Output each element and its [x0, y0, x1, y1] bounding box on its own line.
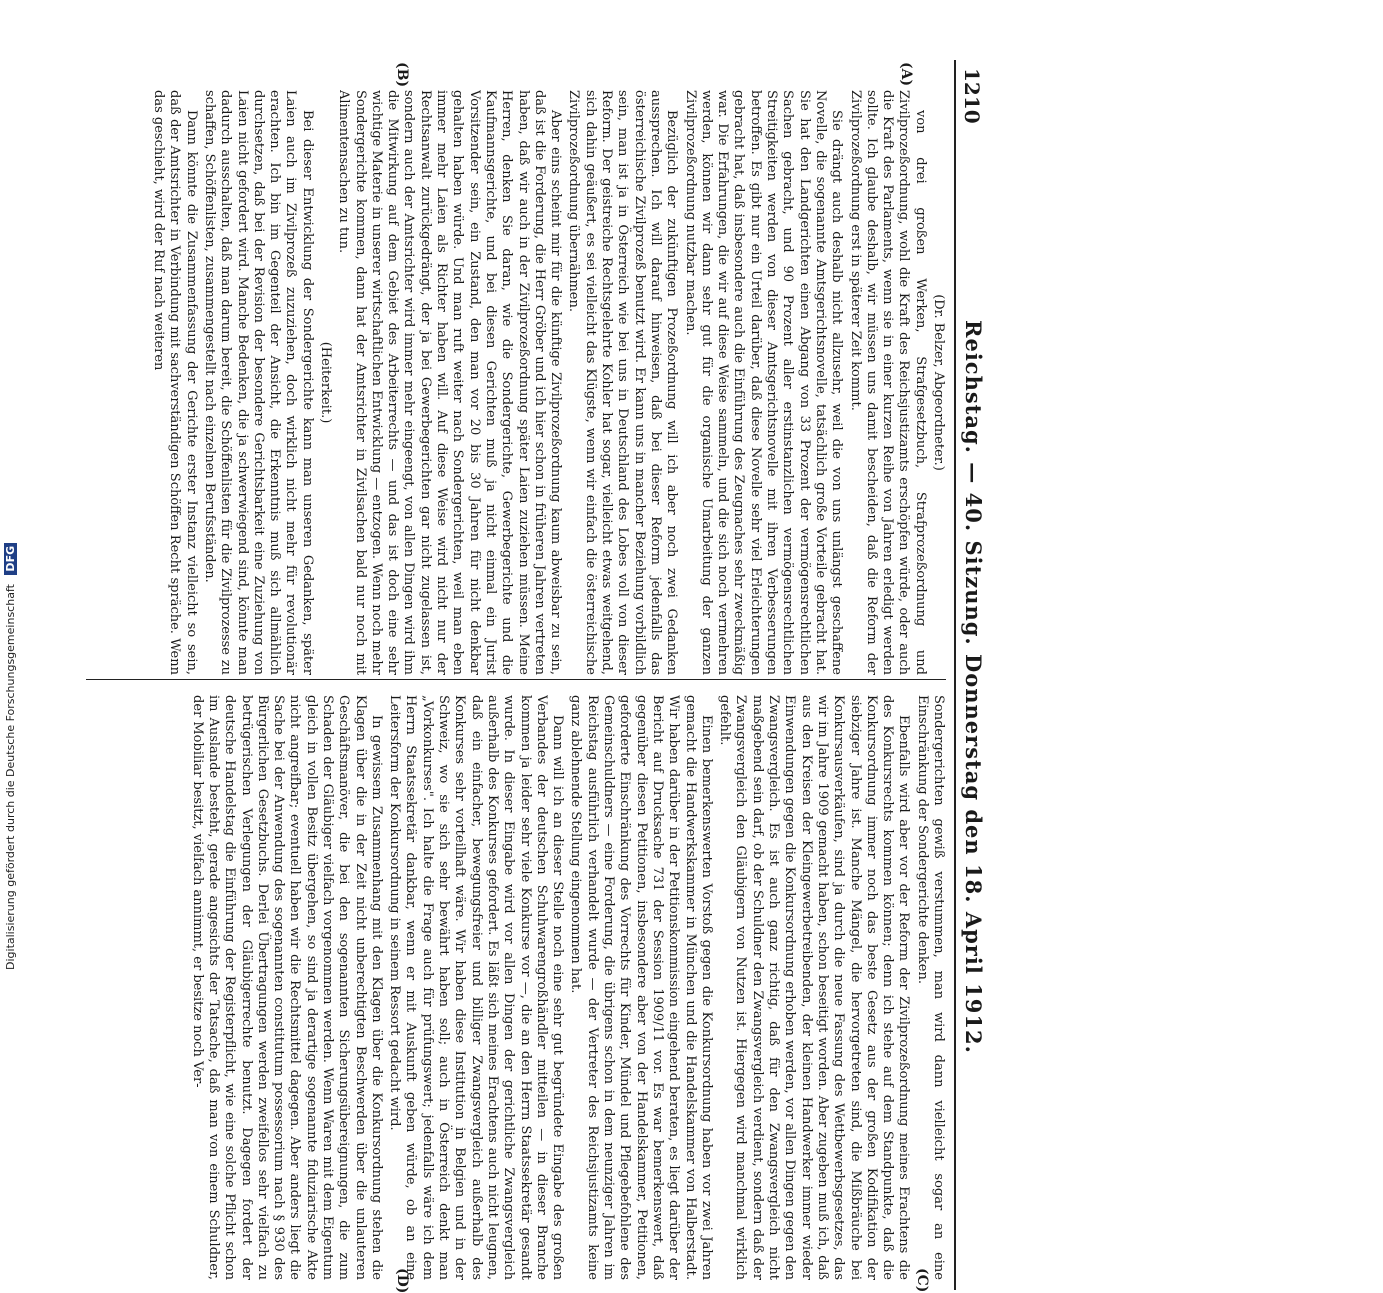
- left-column: [86, 90, 946, 675]
- interjection: (Heiterkeit.): [318, 341, 334, 424]
- paragraph: Sie drängt auch deshalb nicht allzusehr, weil die von uns unlängst geschaffene Novelle, die sogenannte Amtsgerichtsnovelle, tatsächlich große Vorteile gebracht hat. Sie hat den Landgerichten einen Abgang von 33 Prozent der vermögensrechtlichen Sachen gebracht, und 90 Prozent aller erstinstanzlichen vermögensrechtlichen Streitigkeiten werden von dieser Amtsgerichtsnovelle mit ihren Verbesserungen betroffen. Es gibt nur ein Urteil darüber, daß diese Novelle sehr viel Erleichterungen gebracht hat, daß insbesondere auch die Einführung des Zeugnaches sehr zweckmäßig war. Die Erfahrungen, die wir auf diese Weise sammeln, und die sich noch vermehren werden, können wir dann sehr gut für die organische Umarbeitung der ganzen Zivilprozeßordnung nutzbar machen.: [682, 90, 845, 675]
- paragraph: Bezüglich der zukünftigen Prozeßordnung will ich aber noch zwei Gedanken aussprechen. Ich will darauf hinweisen, daß bei dieser Reform jedenfalls das österreichische Zivilprozeß benutzt wird. Er kann uns in mancher Beziehung vorbildlich sein, man ist ja in Österreich wie bei uns in Deutschland des Lobes voll von dieser Reform. Der geistreiche Rechtsgelehrte Kohler hat sogar, vielleicht etwas weitgehend, sich dahin geäußert, es sei vielleicht das Klügste, wenn wir einfach die österreichische Zivilprozeßordnung übernähmen.: [566, 90, 680, 675]
- paragraph: Sondergerichten gewiß verstummen, man wird dann vielleicht sogar an eine Einschränkung der Sondergerichte denken.: [914, 695, 946, 1280]
- margin-marker-b: (B): [394, 62, 410, 88]
- right-column: [86, 695, 946, 1280]
- margin-marker-c: (C): [914, 1268, 930, 1293]
- digitization-credit: [4, 543, 17, 970]
- paragraph: von drei großen Werken, Strafgesetzbuch, Strafprozeßordnung und Zivilprozeßordnung, wohl die Kraft des Reichsjustizamts erschöpfen würde, oder auch die Kraft des Parlaments, wenn sie in einer kurzen Reihe von Jahren erledigt werden sollte. Ich glaube deshalb, wir müssen uns damit bescheiden, daß die Reform der Zivilprozeßordnung erst in späterer Zeit kommt.: [847, 90, 928, 675]
- paragraph: Dann will ich an dieser Stelle noch eine sehr gut begründete Eingabe des großen Verbandes der deutschen Schuhwarengroßhändler mitteilen — in dieser Branche kommen ja leider sehr viele Konkurse vor —, die an den Herrn Staatssekretär gesandt wurde. In dieser Eingabe wird vor allen Dingen der gerichtliche Zwangsvergleich außerhalb des Konkurses gefordert. Es läßt sich meines Erachtens auch nicht leugnen, daß ein einfacher, bewegungsfreier und billiger Zwangsvergleich außerhalb des Konkurses sehr vorteilhaft wäre. Wir haben diese Institution in Belgien und in der Schweiz, wo sie sich sehr bewährt haben soll; auch in Österreich denkt man „Vorkonkurses". Ich halte die Frage auch für prüfungswert; jedenfalls wäre ich dem Herrn Staatssekretär dankbar, wenn er mit Auskunft geben würde, ob an eine Leitersform der Konkursordnung in seinem Ressort gedacht wird.: [387, 695, 566, 1280]
- credit-text: Digitalisierung gefördert durch die Deutsche Forschungsgemeinschaft: [4, 584, 17, 970]
- paragraph: Ebenfalls wird aber vor der Reform der Zivilprozeßordnung meines Erachtens die des Konkursrechts kommen können; denn ich stehe auf dem Standpunkte, daß die Konkursordnung immer noch das beste Gesetz aus der großen Kodifikation der siebziger Jahre ist. Manche Mängel, die hervorgetreten sind, die Mißbräuche bei Konkursausverkäufen, sind ja durch die neue Fassung des Wettbewerbsgesetzes, das wir im Jahre 1909 gemacht haben, schon beseitigt worden. Aber zugeben muß ich, daß aus den Kreisen der Kleingewerbetreibenden, der kleinen Handwerker immer wieder Einwendungen gegen die Konkursordnung erhoben werden, vor allen Dingen gegen den Zwangsvergleich. Es ist auch ganz richtig, daß für den Zwangsvergleich nicht maßgebend sein darf, ob der Schuldner den Zwangsvergleich verdient, sondern daß der Zwangsvergleich den Gläubigern von Nutzen ist. Hiergegen wird manchmal wirklich gefehlt.: [717, 695, 912, 1280]
- margin-marker-d: (D): [394, 1268, 410, 1293]
- margin-marker-a: (A): [898, 62, 914, 87]
- paragraph: In gewissem Zusammenhang mit den Klagen über die Konkursordnung stehen die Klagen über die in der Zeit nicht unberechtigten Beschwerden über die unlauteren Geschäftsmanöver, die bei den sogenannten Sicherungsübereignungen, die zum Schaden der Gläubiger vielfach vorgenommen werden. Wenn Waren mit dem Eigentum gleich in vollen Besitz übergehen, so sind ja derartige sogenannte fiduziarische Akte nicht angreifbar; eventuell haben wir die Rechtsmittel dagegen. Aber anders liegt die Sache bei der Anwendung des sogenannten constitutum possessorium nach § 930 des Bürgerlichen Gesetzbuchs. Derlei Übertragungen werden zweifellos sehr vielfach zu betrügerischen Verlegungen der Gläubigerrechte benutzt. Dagegen fordert der deutsche Handelstag die Einführung der Registerpflicht, wie eine solche Pflicht schon im Auslande besteht, gerade angesichts der Tatsache, daß man von einem Schuldner, der Mobiliar besitzt, vielfach annimmt, er besitze noch Ver-: [189, 695, 384, 1280]
- page-number: 1210: [960, 68, 984, 124]
- running-title: Reichstag. — 40. Sitzung. Donnerstag den 18. April 1912.: [961, 320, 986, 1054]
- paragraph: Einen bemerkenswerten Vorstoß gegen die Konkursordnung haben vor zwei Jahren gemacht die Handwerkskammer in München und die Handelskammer von Halberstadt. Wir haben darüber in der Petitionskommission eingehend beraten, es liegt darüber der Bericht auf Drucksache 731 der Session 1909/11 vor. Es war bemerkenswert, daß gegenüber diesen Petitionen, insbesondere aber von der Handelskammer, Petitionen, geforderte Einschränkung des Vorrechts für Kinder, Mündel und Pflegebefohlene des Gemeinschuldners — eine Forderung, die übrigens schon in dem neunziger Jahren im Reichstag ausführlich verhandelt wurde — der Vertreter des Reichsjustizamts keine ganz ablehnende Stellung eingenommen hat.: [568, 695, 714, 1280]
- paragraph: Aber eins scheint mir für die künftige Zivilprozeßordnung kaum abweisbar zu sein, daß ist die Forderung, die Herr Gröber und ich hier schon in früheren Jahren vertreten haben, daß wir auch in der Zivilprozeßordnung später Laien zuziehen müssen. Meine Herren, denken Sie daran, wie die Sondergerichte, Gewerbegerichte und die Kaufmannsgerichte, und bei diesen Gerichten muß ja nicht einmal ein Jurist Vorsitzender sein, ein Zustand, den man vor 20 bis 30 Jahren für nicht denkbar gehalten haben würde. Und man ruft weiter nach Sondergerichten, weil man eben immer mehr Laien als Richter haben will. Auf diese Weise wird nicht nur der Rechtsanwalt zurückgedrängt, der ja bei Gewerbegerichten gar nicht zugelassen ist, sondern auch der Amtsrichter wird immer mehr eingeengt, von allen Dingen wird ihm die Mitwirkung auf dem Gebiet des Arbeiterrechts — und das ist doch eine sehr wichtige Materie in unserer wirtschaftlichen Entwicklung — entzogen. Wenn noch mehr Sondergerichte kommen, dann hat der Amtsrichter in Zivilsachen bald nur noch mit Alimentensachen zu tun.: [336, 90, 564, 675]
- page-header: [954, 60, 990, 1290]
- dfg-logo: DFG: [4, 543, 17, 575]
- document-page: [70, 60, 990, 1293]
- paragraph: Bei dieser Entwicklung der Sondergerichte kann man unseren Gedanken, später Laien auch im Zivilprozeß zuzuziehen, doch wirklich nicht mehr für revolutionär erachten. Ich bin im Gegenteil der Ansicht, die Erkenntnis muß sich allmählich durchsetzen, daß bei der Revision der besondere Gerichtsbarkeit eine Zuziehung von Laien nicht gefordert wird. Manche Bedenken, die ja schwerwiegend sind, könnte man dadurch ausschalten, daß man darum bereit, die Schöffenlisten für die Zivilprozesse zu schaffen, Schöffenlisten, zusammengestellt nach einzelnen Berufsständen.: [201, 90, 315, 675]
- speaker-label: (Dr. Belzer, Abgeordneter.): [931, 294, 946, 471]
- column-divider: [86, 679, 946, 680]
- paragraph: Dann könnte die Zusammenfassung der Gerichte erster Instanz vielleicht so sein, daß der Amtsrichter in Verbindung mit sachverständigen Schöffen Recht spräche. Wenn das geschieht, wird der Ruf nach weiteren: [151, 90, 199, 675]
